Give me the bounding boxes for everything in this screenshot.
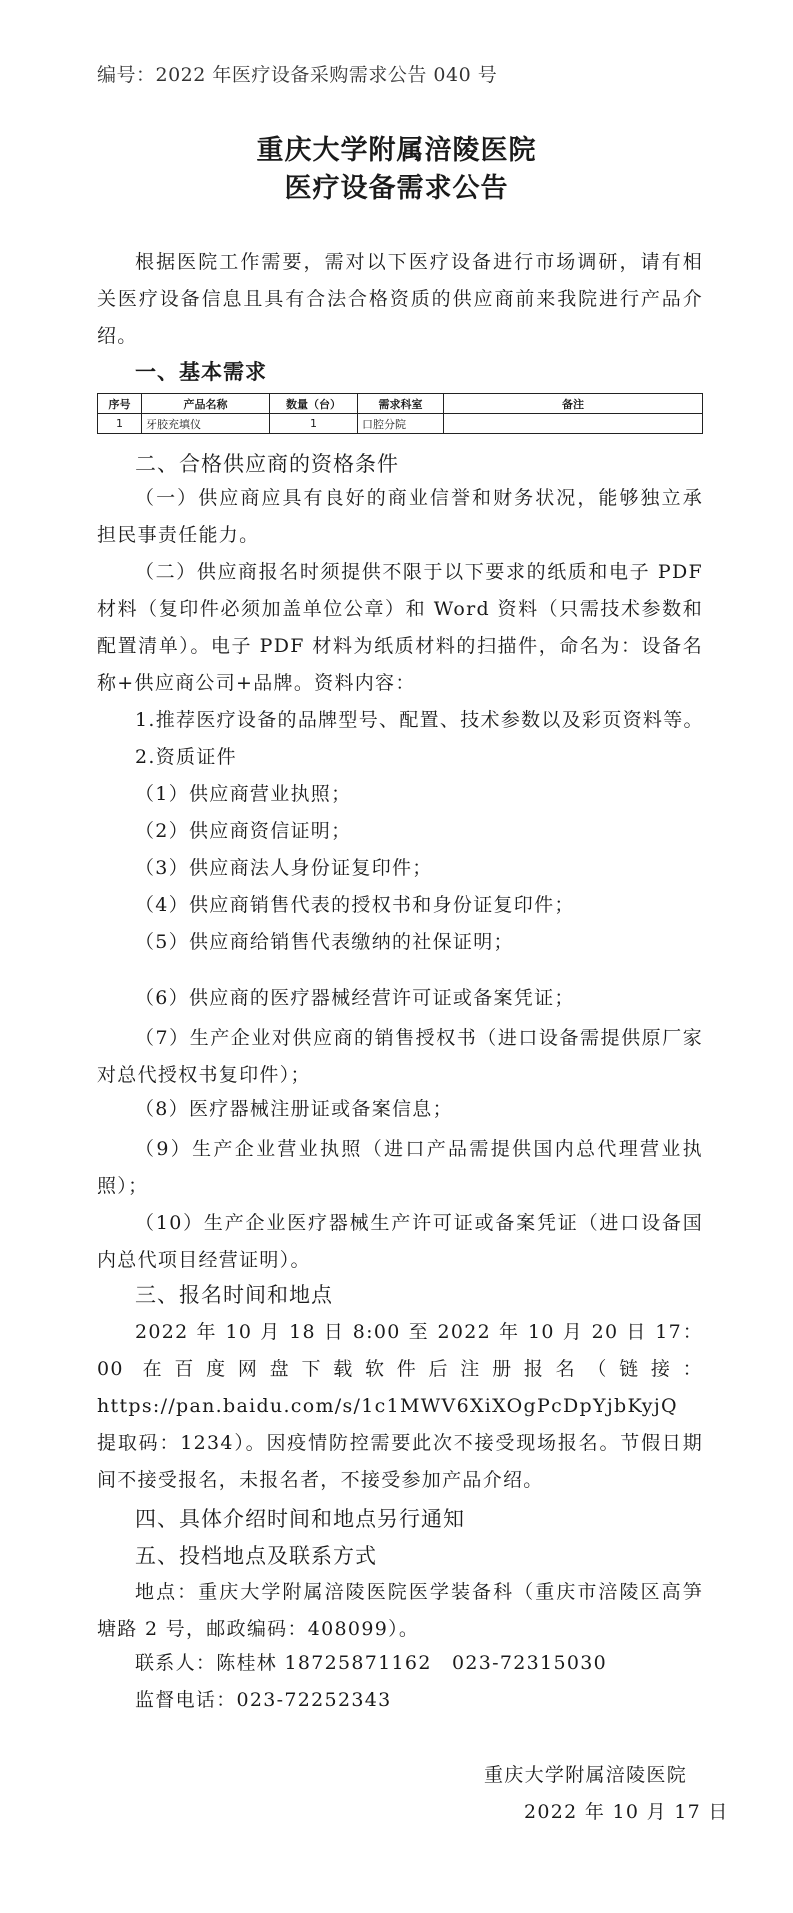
header-cell: 序号	[98, 394, 142, 414]
table-row	[98, 414, 703, 434]
table-cell: 牙胶充填仪	[142, 414, 270, 434]
intro-paragraph: 根据医院工作需要，需对以下医疗设备进行市场调研，请有相关医疗设备信息且具有合法合格资质的供应商前来我院进行产品介绍。	[97, 251, 703, 347]
requirement-item-2: 2.资质证件	[135, 746, 237, 768]
supervision-phone: 监督电话：023-72252343	[135, 1689, 392, 1711]
header-cell: 需求科室	[358, 394, 444, 414]
qualification-2: （二）供应商报名时须提供不限于以下要求的纸质和电子 PDF 材料（复印件必须加盖单位公章）和 Word 资料（只需技术参数和配置清单）。电子 PDF 材料为纸质材料的扫描件，命名为：设备名称+供应商公司+品牌。资料内容：	[97, 561, 703, 694]
qualification-1: （一）供应商应具有良好的商业信誉和财务状况，能够独立承担民事责任能力。	[97, 487, 703, 546]
table-cell	[444, 414, 703, 434]
section-4-heading: 四、具体介绍时间和地点另行通知	[135, 1507, 465, 1531]
section-2-heading: 二、合格供应商的资格条件	[135, 452, 399, 476]
registration-paragraph: 2022 年 10 月 18 日 8:00 至 2022 年 10 月 20 日 17：00 在百度网盘下载软件后注册报名（链接：https://pan.baidu.com/s/1c1MWV6XiXOgPcDpYjbKyjQ 提取码：1234）。因疫情防控需要此次不接受现场报名。节假日期间不接受报名，未报名者，不接受参加产品介绍。	[97, 1321, 703, 1491]
section-1-heading: 一、基本需求	[135, 359, 267, 384]
certificate-item: （6）供应商的医疗器械经营许可证或备案凭证；	[135, 987, 575, 1009]
table-cell: 口腔分院	[358, 414, 444, 434]
header-cell: 数量（台）	[270, 394, 358, 414]
table-header-row	[98, 394, 703, 414]
certificate-item: （5）供应商给销售代表缴纳的社保证明；	[135, 931, 514, 953]
certificate-item: （1）供应商营业执照；	[135, 783, 352, 805]
header-cell: 产品名称	[142, 394, 270, 414]
certificate-item: （4）供应商销售代表的授权书和身份证复印件；	[135, 894, 575, 916]
document-title: 重庆大学附属涪陵医院	[256, 135, 537, 166]
document-subtitle: 医疗设备需求公告	[284, 173, 509, 204]
signature-organization: 重庆大学附属涪陵医院	[484, 1764, 688, 1786]
header-cell: 备注	[444, 394, 703, 414]
address-paragraph: 地点：重庆大学附属涪陵医院医学装备科（重庆市涪陵区高笋塘路 2 号，邮政编码：408099）。	[97, 1581, 703, 1640]
signature-date: 2022 年 10 月 17 日	[524, 1801, 729, 1823]
certificate-item: （10）生产企业医疗器械生产许可证或备案凭证（进口设备国内总代项目经营证明）。	[97, 1212, 703, 1271]
certificate-item: （3）供应商法人身份证复印件；	[135, 857, 433, 879]
requirement-item-1: 1.推荐医疗设备的品牌型号、配置、技术参数以及彩页资料等。	[135, 709, 704, 731]
section-3-heading: 三、报名时间和地点	[135, 1283, 333, 1307]
table-cell: 1	[270, 414, 358, 434]
certificate-item: （8）医疗器械注册证或备案信息；	[135, 1098, 453, 1120]
section-5-heading: 五、投档地点及联系方式	[135, 1544, 377, 1568]
reference-number: 编号：2022 年医疗设备采购需求公告 040 号	[97, 64, 498, 86]
contact-line: 联系人：陈桂林 18725871162 023-72315030	[135, 1652, 608, 1674]
requirements-table	[97, 393, 703, 434]
certificate-item: （9）生产企业营业执照（进口产品需提供国内总代理营业执照）；	[97, 1138, 703, 1197]
certificate-item: （7）生产企业对供应商的销售授权书（进口设备需提供原厂家对总代授权书复印件）；	[97, 1027, 703, 1086]
certificate-item: （2）供应商资信证明；	[135, 820, 352, 842]
table-cell: 1	[98, 414, 142, 434]
